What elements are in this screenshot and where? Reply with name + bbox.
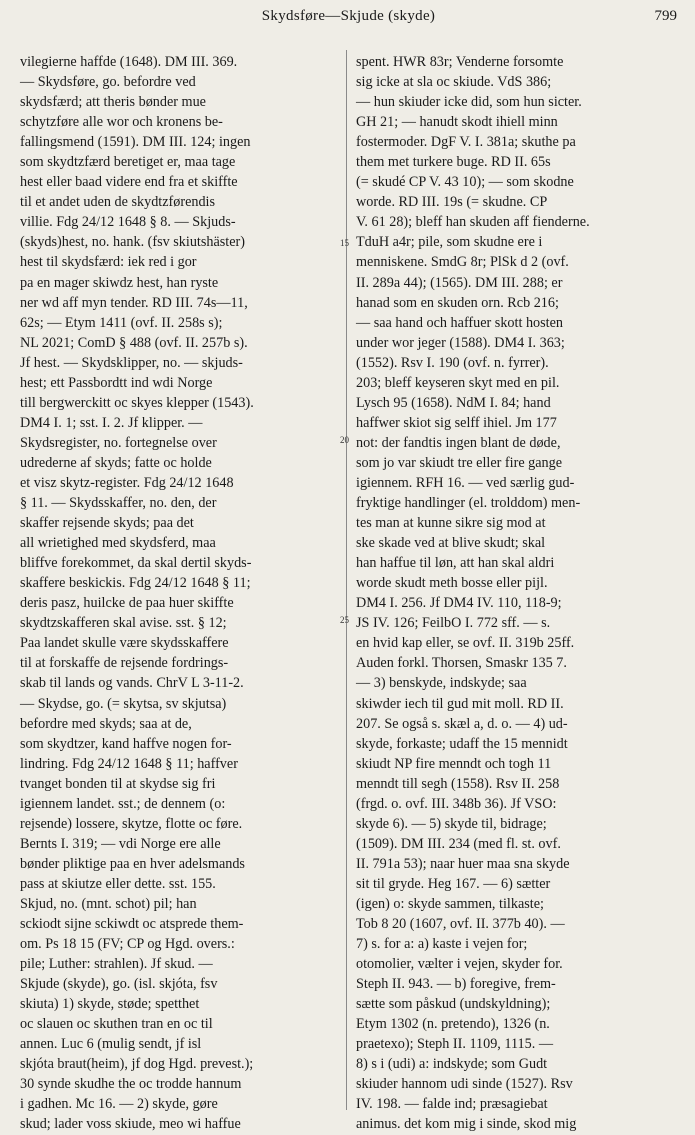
text-line: Auden forkl. Thorsen, Smaskr 135 7. [356,655,567,672]
text-line: Skjude (skyde), go. (isl. skjóta, fsv [20,976,218,993]
text-line: fostermoder. DgF V. I. 381a; skuthe pa [356,134,576,151]
text-line: skiudt NP fire menndt och togh 11 [356,755,552,772]
text-line: sit til gryde. Heg 167. — 6) sætter [356,875,551,892]
text-line: 207. Se også s. skæl a, d. o. — 4) ud- [356,715,568,732]
text-line: bønder pliktige paa en hver adelsmands [20,855,245,872]
text-line: (frgd. o. ovf. III. 348b 36). Jf VSO: [356,795,557,812]
text-line: V. 61 28); bleff han skuden aff fienderne. [356,214,590,231]
text-line: Lysch 95 (1658). NdM I. 84; hand [356,394,551,411]
text-line: sckiodt sijne sckiwdt oc atsprede them- [20,916,244,933]
text-line: oc slauen oc skuthen tran en oc til [20,1016,213,1033]
text-line: — Skydse, go. (= skytsa, sv skjutsa) [20,695,227,712]
text-line: tes man at kunne sikre sig mod at [356,515,546,532]
text-line: til at forskaffe de rejsende fordrings- [20,655,229,672]
text-line: II. 791a 53); naar huer maa sna skyde [356,855,570,872]
text-line: pile; Luther: strahlen). Jf skud. — [20,956,213,973]
text-line: JS IV. 126; FeilbO I. 772 sff. — s. [356,615,551,632]
text-line: — Skydsføre, go. befordre ved [20,74,196,91]
margin-line-number: 15 [340,238,349,248]
margin-line-number: 20 [340,435,349,445]
left-column [20,52,338,1133]
text-line: skjóta braut(heim), jf dog Hgd. prevest.); [20,1056,254,1073]
text-line: skydtzskafferen skal avise. sst. § 12; [20,615,227,632]
text-line: Steph II. 943. — b) foregive, frem- [356,976,556,993]
text-line: pass at skiutze eller dette. sst. 155. [20,875,216,892]
text-line: menniskene. SmdG 8r; PlSk d 2 (ovf. [356,254,569,271]
text-line: til et andet uden de skydtzførendis [20,194,216,211]
text-line: som skydtzer, kand haffve nogen for- [20,735,232,752]
text-line: skyde 6). — 5) skyde til, bidrage; [356,815,547,832]
text-line: Skjud, no. (mnt. schot) pil; han [20,895,197,912]
text-line: Jf hest. — Skydsklipper, no. — skjuds- [20,354,243,371]
text-line: (1509). DM III. 234 (med fl. st. ovf. [356,835,561,852]
text-line: — saa hand och haffuer skott hosten [356,314,563,331]
page-number: 799 [654,8,677,24]
text-line: en hvid kap eller, se ovf. II. 319b 25ff. [356,635,575,652]
text-line: Bernts I. 319; — vdi Norge ere alle [20,835,221,852]
text-line: et visz skytz-register. Fdg 24/12 1648 [20,474,234,491]
text-line: skyde, forkaste; udaff the 15 mennidt [356,735,568,752]
text-line: spent. HWR 83r; Venderne forsomte [356,54,564,70]
column-divider [346,50,347,1110]
text-line: igiennem. RFH 16. — ved særlig gud- [356,474,575,491]
text-line: haffwer skiot sig selff ihiel. Jm 177 [356,414,557,431]
text-line: skab til lands og vands. ChrV L 3-11-2. [20,675,244,692]
text-line: (1552). Rsv I. 190 (ovf. n. fyrrer). [356,354,549,371]
text-line: TduH a4r; pile, som skudne ere i [356,234,543,251]
text-line: hanad som en skuden orn. Rcb 216; [356,294,559,311]
text-line: Paa landet skulle være skydsskaffere [20,635,229,652]
text-line: — hun skiuder icke did, som hun sicter. [356,94,582,111]
text-line: befordre med skyds; saa at de, [20,715,192,732]
text-line: skaffere beskickis. Fdg 24/12 1648 § 11; [20,575,251,592]
text-line: DM4 I. 256. Jf DM4 IV. 110, 118-9; [356,595,562,612]
text-line: 203; bleff keyseren skyt med en pil. [356,374,560,391]
text-line: ske skade ved at blive skudt; skal [356,535,546,552]
text-line: — 3) benskyde, indskyde; saa [356,675,527,692]
text-line: udrederne af skyds; fatte oc holde [20,454,212,471]
text-line: om. Ps 18 15 (FV; CP og Hgd. overs.: [20,936,235,953]
text-line: ner wd aff myn tender. RD III. 74s—11, [20,294,248,311]
text-line: IV. 198. — falde ind; præsagiebat [356,1096,548,1113]
text-line: worde. RD III. 19s (= skudne. CP [356,194,548,211]
text-line: tvanget bonden til at skydse sig fri [20,775,216,792]
text-line: § 11. — Skydsskaffer, no. den, der [20,495,217,512]
text-line: worde skudt meth bosse eller pijl. [356,575,548,592]
text-line: vilegierne haffde (1648). DM III. 369. [20,54,238,70]
text-line: (igen) o: skyde sammen, tilkaste; [356,895,544,912]
text-line: 8) s i (udi) a: indskyde; som Gudt [356,1056,548,1073]
text-line: villie. Fdg 24/12 1648 § 8. — Skjuds- [20,214,236,231]
text-line: som skydtzfærd beretiget er, maa tage [20,154,236,171]
text-line: praetexo); Steph II. 1109, 1115. — [356,1036,554,1053]
text-line: hest eller baad videre end fra et skiffte [20,174,238,191]
text-line: hest til skydsfærd: iek red i gor [20,254,197,271]
page-header [20,8,677,32]
text-line: skaffer rejsende skyds; paa det [20,515,194,532]
text-line: Skydsregister, no. fortegnelse over [20,434,217,451]
text-line: animus. det kom mig i sinde, skod mig [356,1116,577,1133]
text-line: han haffue til løn, att han skal aldri [356,555,555,572]
text-line: till bergwerckitt oc skyes klepper (1543). [20,394,254,411]
text-line: i gadhen. Mc 16. — 2) skyde, gøre [20,1096,218,1113]
margin-line-number: 25 [340,615,349,625]
text-line: Etym 1302 (n. pretendo), 1326 (n. [356,1016,550,1033]
text-line: DM4 I. 1; sst. I. 2. Jf klipper. — [20,414,203,431]
text-line: all wrietighed med skydsferd, maa [20,535,216,552]
text-line: schytzføre alle wor och kronens be- [20,114,223,131]
text-line: skiwder iech til gud mit moll. RD II. [356,695,564,712]
text-line: lindring. Fdg 24/12 1648 § 11; haffver [20,755,238,772]
text-line: menndt till segh (1558). Rsv II. 258 [356,775,560,792]
text-line: GH 21; — hanudt skodt ihiell minn [356,114,558,131]
text-line: skiuta) 1) skyde, støde; spetthet [20,996,200,1013]
text-line: sig icke at sla oc skiude. VdS 386; [356,74,552,91]
text-line: skiuder hannom udi sinde (1527). Rsv [356,1076,573,1093]
text-line: fallingsmend (1591). DM III. 124; ingen [20,134,251,151]
text-line: deris pasz, huilcke de paa huer skiffte [20,595,234,612]
text-line: hest; ett Passbordtt ind wdi Norge [20,374,213,391]
text-line: under wor jeger (1588). DM4 I. 363; [356,334,565,351]
text-line: otomolier, vælter i vejen, skyder for. [356,956,563,973]
running-head: Skydsføre—Skjude (skyde) [261,8,436,24]
text-line: annen. Luc 6 (mulig sendt, jf isl [20,1036,202,1053]
text-line: (= skudé CP V. 43 10); — som skodne [356,174,574,191]
text-line: 30 synde skudhe the oc trodde hannum [20,1076,242,1093]
text-line: II. 289a 44); (1565). DM III. 288; er [356,274,563,291]
text-line: 62s; — Etym 1411 (ovf. II. 258s s); [20,314,223,331]
text-line: pa en mager skiwdz hest, han ryste [20,274,219,291]
text-line: sætte som påskud (undskyldning); [356,996,551,1013]
right-column [356,52,674,1133]
text-line: rejsende) lossere, skytze, flotte oc føre. [20,815,243,832]
text-line: NL 2021; ComD § 488 (ovf. II. 257b s). [20,334,248,351]
text-line: igiennem landet. sst.; de dennem (o: [20,795,226,812]
text-line: (skyds)hest, no. hank. (fsv skiutshäster) [20,234,245,251]
text-line: Tob 8 20 (1607, ovf. II. 377b 40). — [356,916,565,933]
text-line: som jo var skiudt tre eller fire gange [356,454,563,471]
text-line: them met turkere buge. RD II. 65s [356,154,551,171]
text-line: bliffve forekommet, da skal dertil skyds- [20,555,252,572]
text-line: skydsfærd; att theris bønder mue [20,94,206,111]
text-line: fryktige handlinger (el. trolddom) men- [356,495,581,512]
text-line: skud; lader voss skiude, meo wi haffue [20,1116,241,1133]
text-line: not: der fandtis ingen blant de døde, [356,434,561,451]
text-line: 7) s. for a: a) kaste i vejen for; [356,936,528,953]
